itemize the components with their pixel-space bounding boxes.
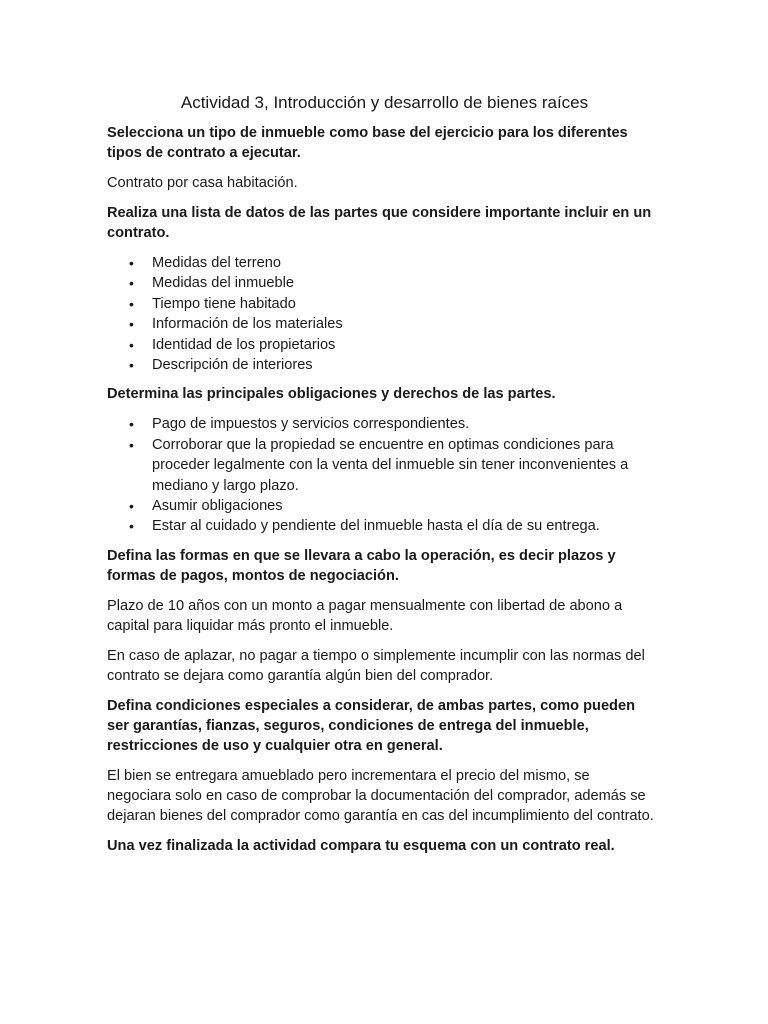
bullet-icon: • [129,255,134,271]
bullet-icon: • [129,498,134,515]
bullet-icon: • [129,316,134,333]
document-title: Actividad 3, Introducción y desarrollo de bienes raíces [180,93,589,112]
section-1-question: Selecciona un tipo de inmueble como base del ejercicio para los diferentes tipos de contrato a ejecutar. [107,125,628,161]
section-2-question: Realiza una lista de datos de las partes que considere importante incluir en un contrato. [107,205,652,241]
section-4-question: Defina las formas en que se llevara a cabo la operación, es decir plazos y formas de pagos, montos de negociación. [107,547,616,584]
section-5-answer: El bien se entregara amueblado pero incrementara el precio del mismo, se negociara solo en caso de comprobar la documentación del comprador, además se dejaran bienes del comprador como garantía en cas del incumplimiento del contrato. [107,767,654,824]
section-4-answer-1: Plazo de 10 años con un monto a pagar mensualmente con libertad de abono a capital para liquidar más pronto el inmueble. [107,597,623,634]
section-2-bullet-list [107,253,657,375]
section-4-answer-2: En caso de aplazar, no pagar a tiempo o simplemente incumplir con las normas del contrato se dejara como garantía algún bien del comprador. [107,647,645,684]
section-1-answer: Contrato por casa habitación. [107,175,298,191]
list-item: • Asumir obligaciones [107,496,657,516]
bullet-icon: • [129,275,134,292]
list-item: • Medidas del inmueble [107,273,657,293]
list-item: • Medidas del terreno [107,253,657,273]
section-3-bullet-list [107,414,657,536]
section-5-question: Defina condiciones especiales a considerar, de ambas partes, como pueden ser garantías, fianzas, seguros, condiciones de entrega del inmueble, restricciones de uso y cualquier otra en general. [107,697,636,754]
bullet-icon: • [129,518,134,535]
bullet-icon: • [129,416,134,433]
list-item: • Información de los materiales [107,314,657,334]
document-page [107,92,657,866]
list-item: • Corroborar que la propiedad se encuentre en optimas condiciones para proceder legalmente con la venta del inmueble sin tener inconvenientes a mediano y largo plazo. [129,436,629,494]
list-item: • Identidad de los propietarios [107,335,657,355]
list-item: • Estar al cuidado y pendiente del inmueble hasta el día de su entrega. [107,516,657,536]
bullet-icon: • [129,436,134,453]
bullet-icon: • [129,295,134,312]
section-6-question: Una vez finalizada la actividad compara tu esquema con un contrato real. [107,837,615,854]
list-item: • Descripción de interiores [107,355,657,375]
list-item: • Pago de impuestos y servicios correspondientes. [107,414,657,434]
bullet-icon: • [129,357,134,374]
bullet-icon: • [129,336,134,353]
list-item: • Tiempo tiene habitado [107,294,657,314]
section-3-question: Determina las principales obligaciones y derechos de las partes. [107,386,556,403]
